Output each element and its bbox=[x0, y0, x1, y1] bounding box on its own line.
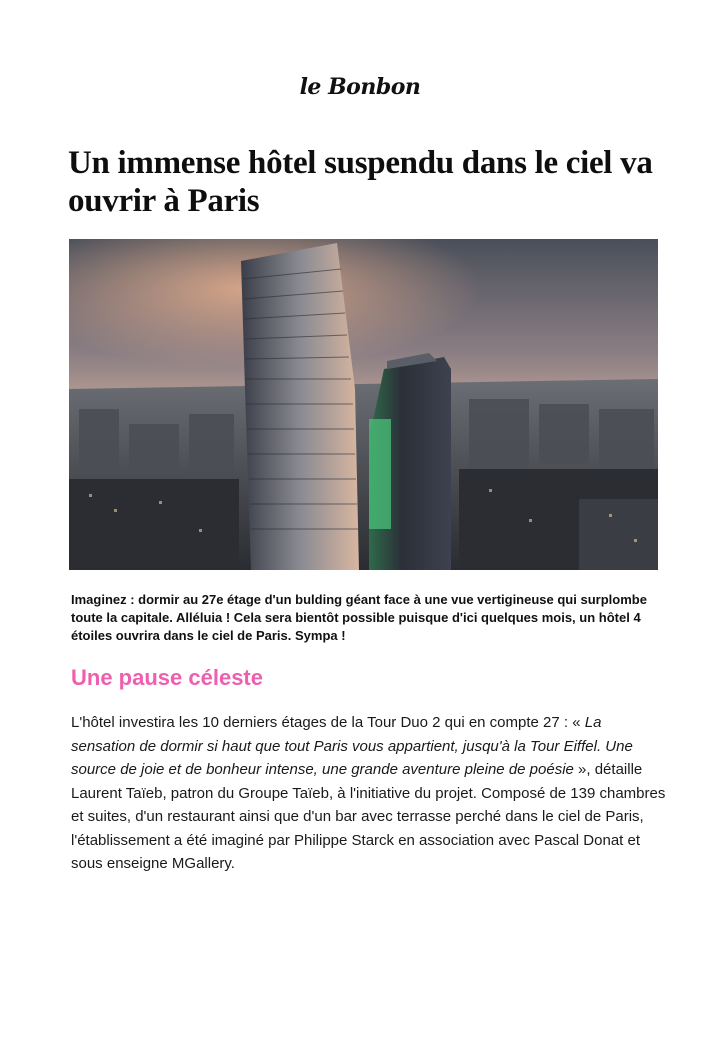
hero-image bbox=[69, 239, 658, 570]
section-heading: Une pause céleste bbox=[71, 665, 263, 690]
paragraph-text-end: », détaille Laurent Taïeb, patron du Groupe Taïeb, à l'initiative du projet. Composé de 139 chambres et suites, d'un restaurant ainsi que d'un bar avec terrasse perché dans le ciel de Paris, l'établissement a été imaginé par Philippe Starck en association avec Pascal Donat et sous enseigne MGallery. bbox=[71, 761, 666, 872]
article-paragraph bbox=[71, 711, 666, 876]
brand-logo[interactable]: le Bonbon bbox=[299, 74, 421, 100]
paragraph-text-start: L'hôtel investira les 10 derniers étages de la Tour Duo 2 qui en compte 27 : « bbox=[71, 714, 585, 731]
paragraph-quote: La sensation de dormir si haut que tout Paris vous appartient, jusqu'à la Tour Eiffel. Une source de joie et de bonheur intense, une grande aventure pleine de poésie bbox=[71, 714, 633, 778]
article-intro: Imaginez : dormir au 27e étage d'un bulding géant face à une vue vertigineuse qui surplombe toute la capitale. Alléluia ! Cela sera bientôt possible puisque d'ici quelques mois, un hôtel 4 étoiles ouvrira dans le ciel de Paris. Sympa ! bbox=[71, 592, 647, 643]
article-title: Un immense hôtel suspendu dans le ciel va ouvrir à Paris bbox=[68, 145, 653, 219]
